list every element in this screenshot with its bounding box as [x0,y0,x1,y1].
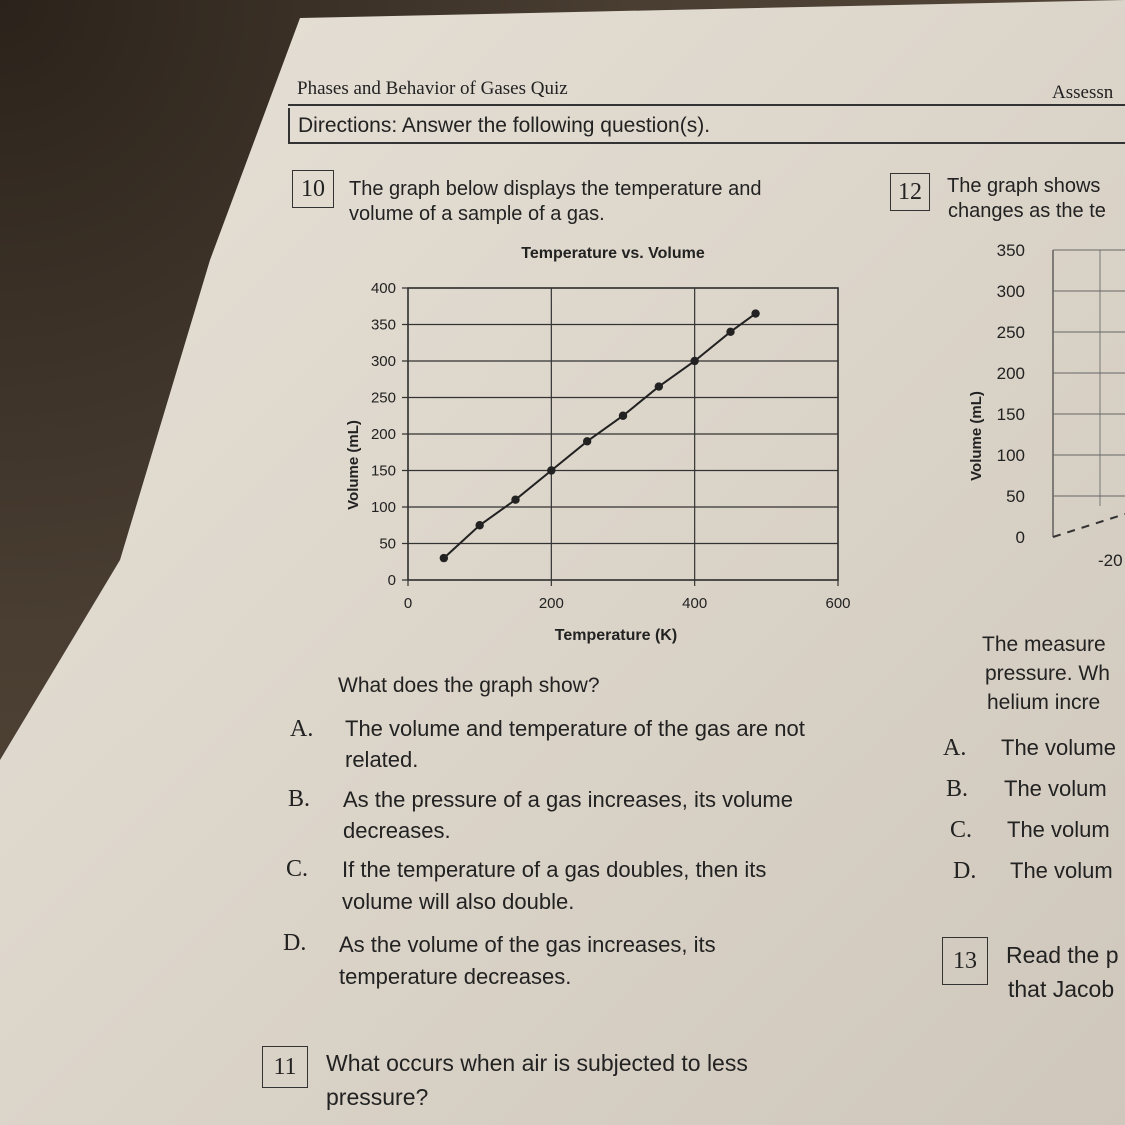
q12-answer-c-text[interactable]: The volum [1007,817,1110,842]
answer-a-line2[interactable]: related. [345,747,419,772]
y-tick-label: 200 [370,426,396,443]
question-11-number: 11 [262,1046,308,1088]
data-point [655,382,663,390]
chart2-y-tick-label: 300 [996,282,1025,301]
chart2-y-tick-label: 150 [996,405,1025,424]
quiz-title: Phases and Behavior of Gases Quiz [297,78,568,99]
answer-a-letter: A. [290,716,314,742]
chart2-y-axis-label: Volume (mL) [968,391,985,481]
x-tick-label: 600 [825,595,851,612]
chart2-x-tick-label: -20 [1098,551,1123,570]
series-line [444,314,756,559]
data-point [690,357,698,365]
question-10-text-line2: volume of a sample of a gas. [349,203,605,225]
chart-grid [402,288,838,586]
question-10-number: 10 [292,170,334,208]
chart2-y-tick-label: 100 [996,446,1025,465]
q12-answer-a-text[interactable]: The volume [1001,735,1116,760]
x-tick-label: 200 [538,595,564,612]
answer-c-line1[interactable]: If the temperature of a gas doubles, then its [342,857,767,882]
x-tick-label: 400 [682,595,708,612]
data-point [440,554,448,562]
chart-title: Temperature vs. Volume [521,245,705,262]
answer-a-line1[interactable]: The volume and temperature of the gas are not [345,716,805,741]
x-tick-labels [404,595,851,612]
assessment-label: Assessn [1052,82,1114,103]
answer-c-letter: C. [286,856,309,882]
y-axis-label: Volume (mL) [345,420,362,510]
answer-d-line2[interactable]: temperature decreases. [339,964,572,989]
q12-answer-d-text[interactable]: The volum [1010,858,1113,883]
temperature-volume-chart [330,240,870,650]
q12-answer-a-letter: A. [943,735,967,761]
chart2-dashed-line [1053,514,1125,537]
question-12-line1: The graph shows [947,175,1101,197]
question-11-line2: pressure? [326,1084,429,1110]
question-12-line2: changes as the te [948,200,1106,222]
answer-d-letter: D. [283,930,307,956]
question-13-number: 13 [942,937,988,985]
directions-box [288,108,1125,144]
question-13-line1: Read the p [1006,942,1119,968]
answer-b-line2[interactable]: decreases. [343,818,451,843]
chart2-y-tick-labels [997,241,1025,547]
question-12-number: 12 [890,173,930,211]
chart2-grid [1053,250,1125,537]
directions-text: Directions: Answer the following question(s). [298,114,711,137]
answer-b-line1[interactable]: As the pressure of a gas increases, its volume [343,787,793,812]
y-tick-label: 250 [370,389,396,407]
data-point [583,437,591,445]
answer-b-letter: B. [288,786,311,812]
question-12-para-line2: pressure. Wh [985,662,1110,685]
partial-volume-chart [955,236,1125,576]
q12-answer-b-text[interactable]: The volum [1004,776,1107,801]
q12-answer-d-letter: D. [953,858,977,884]
chart2-y-tick-label: 50 [1006,487,1025,506]
x-axis-label: Temperature (K) [554,627,678,644]
question-12-para-line3: helium incre [987,691,1101,714]
data-point [751,309,759,317]
data-point [547,466,555,474]
x-tick-label: 0 [403,595,413,612]
y-tick-label: 400 [370,280,396,297]
data-point [619,412,627,420]
y-tick-label: 50 [379,535,396,553]
question-10-text-line1: The graph below displays the temperature and [349,178,762,200]
chart2-y-tick-label: 250 [996,323,1025,342]
answer-c-line2[interactable]: volume will also double. [342,889,575,914]
question-12-para-line1: The measure [982,633,1106,656]
answer-d-line1[interactable]: As the volume of the gas increases, its [339,932,716,957]
data-point [726,328,734,336]
y-tick-labels [371,280,396,589]
y-tick-label: 350 [370,316,396,334]
y-tick-label: 0 [387,572,396,589]
y-tick-label: 150 [370,462,396,480]
y-tick-label: 100 [370,499,396,516]
question-13-line2: that Jacob [1008,976,1115,1002]
q12-answer-b-letter: B. [946,776,969,802]
y-tick-label: 300 [370,353,396,370]
question-11-line1: What occurs when air is subjected to less [326,1050,748,1076]
chart2-y-tick-label: 200 [996,364,1025,383]
data-point [511,496,519,504]
data-point [475,521,483,529]
question-10-prompt: What does the graph show? [338,674,600,697]
header-rule [288,104,1125,106]
chart2-y-tick-label: 350 [996,241,1025,260]
chart2-y-tick-label: 0 [1015,528,1025,547]
q12-answer-c-letter: C. [950,817,973,843]
